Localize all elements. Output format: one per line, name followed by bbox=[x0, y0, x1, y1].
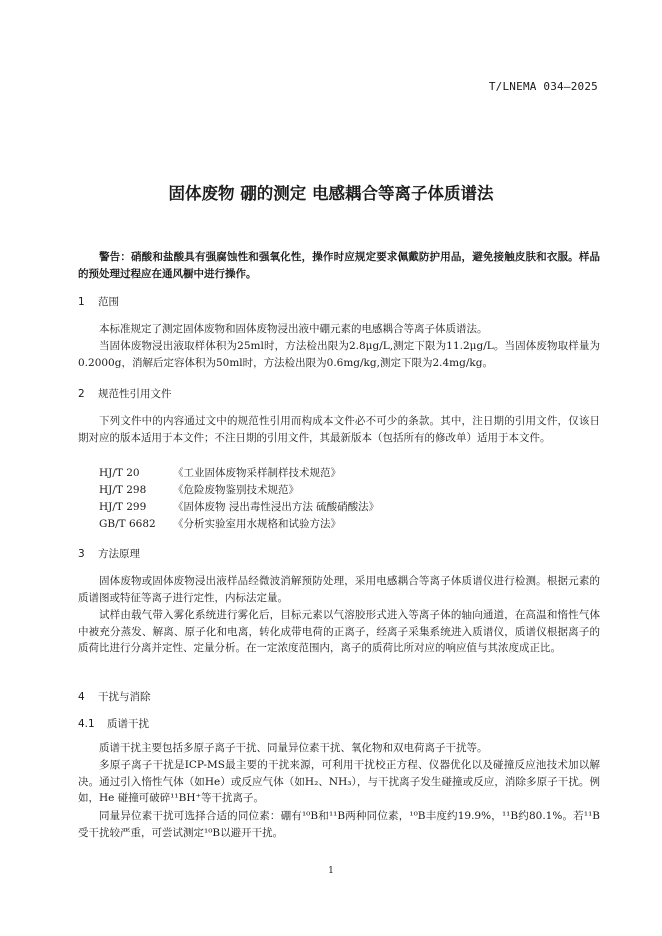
standard-code: T/LNEMA 034—2025 bbox=[488, 80, 598, 93]
paragraph: 固体废物或固体废物浸出液样品经微波消解预防处理，采用电感耦合等离子体质谱仪进行检测。根据元素的质谱图或特征等离子进行定性，内标法定量。 bbox=[78, 575, 600, 604]
paragraph: 同量异位素干扰可选择合适的同位素：硼有¹⁰B和¹¹B两种同位素，¹⁰B丰度约19.9%，¹¹B约80.1%。若¹¹B受干扰较严重，可尝试测定¹⁰B以避开干扰。 bbox=[78, 810, 600, 839]
section-number: 3 bbox=[78, 548, 85, 560]
section-title: 干扰与消除 bbox=[98, 691, 151, 703]
section-heading-normative-references bbox=[78, 386, 172, 401]
reference-name: 《固体废物 浸出毒性浸出方法 硫酸硝酸法》 bbox=[173, 501, 380, 513]
reference-item bbox=[99, 482, 299, 497]
section-title: 方法原理 bbox=[98, 548, 140, 560]
section-title: 规范性引用文件 bbox=[98, 388, 172, 400]
reference-name: 《分析实验室用水规格和试验方法》 bbox=[173, 518, 341, 530]
reference-item bbox=[99, 465, 341, 480]
section-heading-interference bbox=[78, 689, 151, 704]
paragraph: 当固体废物浸出液取样体积为25ml时，方法检出限为2.8μg/L,测定下限为11.2μg/L。当固体废物取样量为0.2000g，消解后定容体积为50ml时，方法检出限为0.6mg/kg,测定下限为2.4mg/kg。 bbox=[78, 340, 600, 369]
paragraph: 本标准规定了测定固体废物和固体废物浸出液中硼元素的电感耦合等离子体质谱法。 bbox=[99, 323, 488, 335]
section-title: 范围 bbox=[98, 296, 119, 308]
reference-code: HJ/T 299 bbox=[99, 501, 147, 513]
subsection-title: 质谱干扰 bbox=[107, 718, 149, 730]
paragraph: 下列文件中的内容通过文中的规范性引用而构成本文件必不可少的条款。其中，注日期的引用文件，仅该日期对应的版本适用于本文件；不注日期的引用文件，其最新版本（包括所有的修改单）适用于本文件。 bbox=[78, 415, 600, 444]
document-title: 固体废物 硼的测定 电感耦合等离子体质谱法 bbox=[168, 184, 494, 203]
paragraph: 试样由载气带入雾化系统进行雾化后，目标元素以气溶胶形式进入等离子体的轴向通道，在高温和惰性气体中被充分蒸发、解离、原子化和电离，转化成带电荷的正离子，经离子采集系统进入质谱仪，质谱仪根据离子的质荷比进行分离并定性、定量分析。在一定浓度范围内，离子的质荷比所对应的响应值与其浓度成正比。 bbox=[78, 609, 600, 654]
section-number: 4 bbox=[78, 691, 85, 703]
reference-name: 《危险废物鉴别技术规范》 bbox=[173, 484, 299, 496]
section-heading-method-principle bbox=[78, 546, 140, 561]
subsection-heading-mass-spectral-interference bbox=[78, 716, 149, 731]
reference-item bbox=[99, 516, 341, 531]
reference-name: 《工业固体废物采样制样技术规范》 bbox=[173, 467, 341, 479]
paragraph: 质谱干扰主要包括多原子离子干扰、同量异位素干扰、氧化物和双电荷离子干扰等。 bbox=[99, 742, 488, 754]
section-number: 1 bbox=[78, 296, 85, 308]
reference-code: HJ/T 298 bbox=[99, 484, 147, 496]
reference-code: GB/T 6682 bbox=[99, 518, 156, 530]
reference-item bbox=[99, 499, 379, 514]
page-number: 1 bbox=[328, 866, 334, 876]
paragraph: 多原子离子干扰是ICP-MS最主要的干扰来源，可利用干扰校正方程、仪器优化以及碰撞反应池技术加以解决。通过引入惰性气体（如He）或反应气体（如H₂、NH₃），与干扰离子发生碰撞或反应，消除多原子干扰。例如，He 碰撞可破碎¹¹BH⁺等干扰离子。 bbox=[78, 759, 600, 804]
subsection-number: 4.1 bbox=[78, 718, 95, 730]
reference-code: HJ/T 20 bbox=[99, 467, 140, 479]
warning-note: 警告：硝酸和盐酸具有强腐蚀性和强氧化性，操作时应规定要求佩戴防护用品，避免接触皮肤和衣服。样品的预处理过程应在通风橱中进行操作。 bbox=[78, 251, 600, 280]
section-number: 2 bbox=[78, 388, 85, 400]
section-heading-scope bbox=[78, 294, 119, 309]
